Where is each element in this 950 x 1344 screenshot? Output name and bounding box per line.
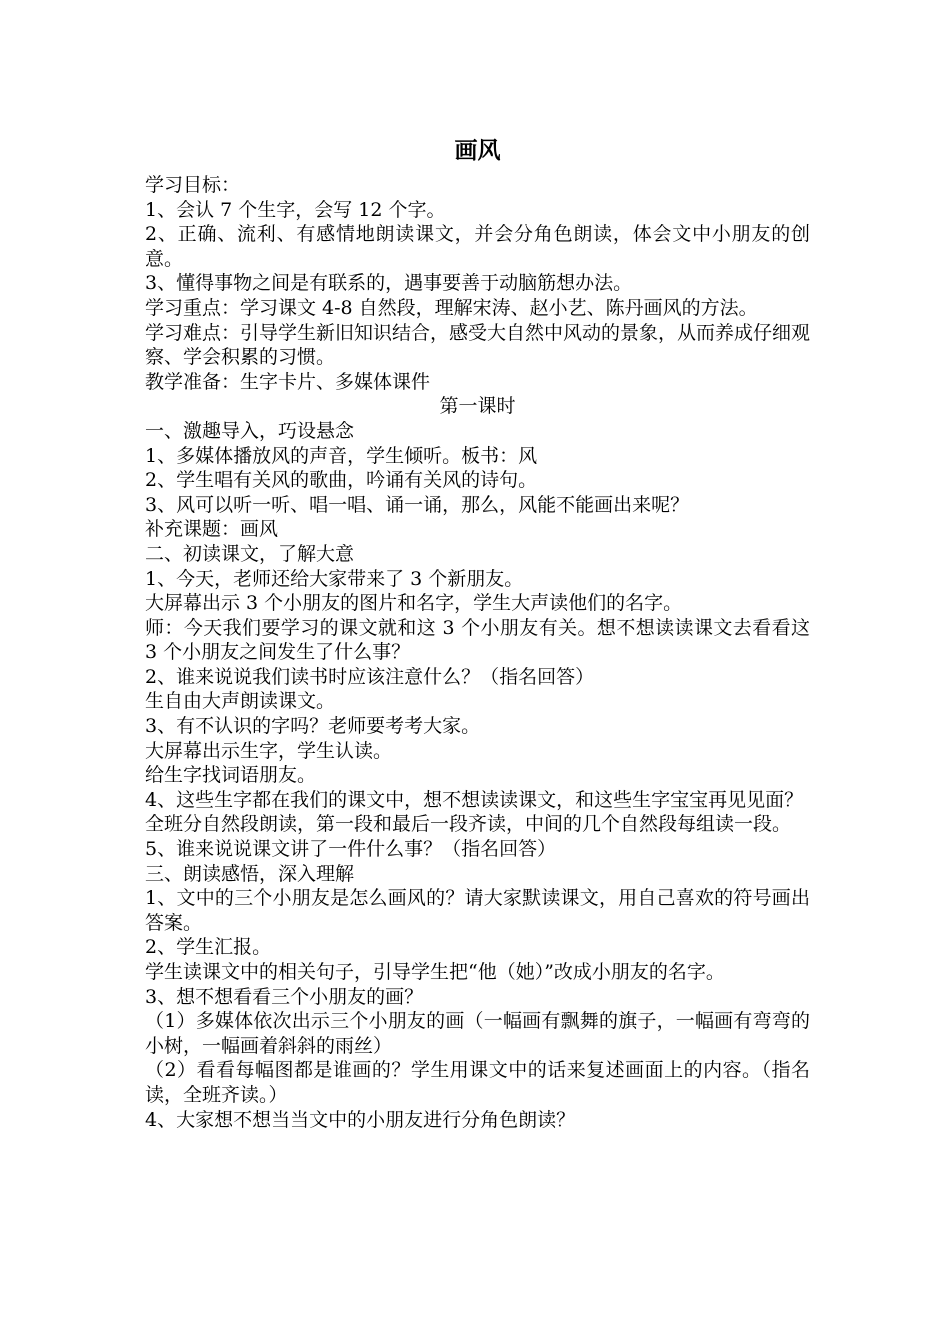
text-line: 师：今天我们要学习的课文就和这 3 个小朋友有关。想不想读读课文去看看这 3 个小朋友之间发生了什么事？ xyxy=(145,616,810,664)
text-line: 三、朗读感悟，深入理解 xyxy=(145,862,355,885)
document-page xyxy=(145,134,810,1132)
section-heading: 第一课时 xyxy=(439,395,516,418)
text-line: 3、想不想看看三个小朋友的画？ xyxy=(145,985,424,1008)
text-line: 学生读课文中的相关句子，引导学生把“他（她）”改成小朋友的名字。 xyxy=(145,961,725,983)
text-line: 全班分自然段朗读，第一段和最后一段齐读，中间的几个自然段每组读一段。 xyxy=(145,813,792,836)
text-line: 1、今天，老师还给大家带来了 3 个新朋友。 xyxy=(145,567,524,590)
text-line: 大屏幕出示 3 个小朋友的图片和名字，学生大声读他们的名字。 xyxy=(145,592,683,615)
text-line: 1、会认 7 个生字，会写 12 个字。 xyxy=(145,198,446,221)
text-line: 生自由大声朗读课文。 xyxy=(145,690,336,713)
text-line: 学习重点：学习课文 4-8 自然段，理解宋涛、赵小艺、陈丹画风的方法。 xyxy=(145,296,758,319)
text-line: 3、风可以听一听、唱一唱、诵一诵，那么，风能不能画出来呢？ xyxy=(145,493,690,516)
text-line: 2、学生唱有关风的歌曲，吟诵有关风的诗句。 xyxy=(145,469,538,492)
document-title: 画风 xyxy=(454,137,501,164)
text-line: （2）看看每幅图都是谁画的？学生用课文中的话来复述画面上的内容。（指名读，全班齐读。） xyxy=(145,1059,810,1106)
text-line: 2、正确、流利、有感情地朗读课文，并会分角色朗读，体会文中小朋友的创意。 xyxy=(145,223,810,270)
text-line: 4、大家想不想当当文中的小朋友进行分角色朗读？ xyxy=(145,1108,576,1131)
text-line: 教学准备：生字卡片、多媒体课件 xyxy=(145,370,431,393)
text-line: 学习难点：引导学生新旧知识结合，感受大自然中风动的景象，从而养成仔细观察、学会积累的习惯。 xyxy=(145,321,811,369)
text-line: 3、有不认识的字吗？老师要考考大家。 xyxy=(145,715,481,738)
text-line: 一、激趣导入，巧设悬念 xyxy=(145,419,355,442)
document-body xyxy=(145,173,810,1132)
text-line: 5、谁来说说课文讲了一件什么事？（指名回答） xyxy=(145,838,557,861)
text-line: 学习目标： xyxy=(145,174,241,196)
text-line: 1、多媒体播放风的声音，学生倾听。板书：风 xyxy=(145,444,538,467)
text-line: 二、初读课文，了解大意 xyxy=(145,542,355,565)
text-line: 3、懂得事物之间是有联系的，遇事要善于动脑筋想办法。 xyxy=(145,272,633,295)
text-line: 补充课题：画风 xyxy=(145,518,279,541)
text-line: 给生字找词语朋友。 xyxy=(145,764,317,787)
text-line: 大屏幕出示生字，学生认读。 xyxy=(145,739,393,762)
text-line: 2、谁来说说我们读书时应该注意什么？（指名回答） xyxy=(145,665,595,688)
text-line: （1）多媒体依次出示三个小朋友的画（一幅画有飘舞的旗子，一幅画有弯弯的小树，一幅画着斜斜的雨丝） xyxy=(145,1010,810,1057)
text-line: 2、学生汇报。 xyxy=(145,936,272,959)
text-line: 4、这些生字都在我们的课文中，想不想读读课文，和这些生字宝宝再见见面？ xyxy=(145,788,804,811)
text-line: 1、文中的三个小朋友是怎么画风的？请大家默读课文，用自己喜欢的符号画出答案。 xyxy=(145,887,810,934)
